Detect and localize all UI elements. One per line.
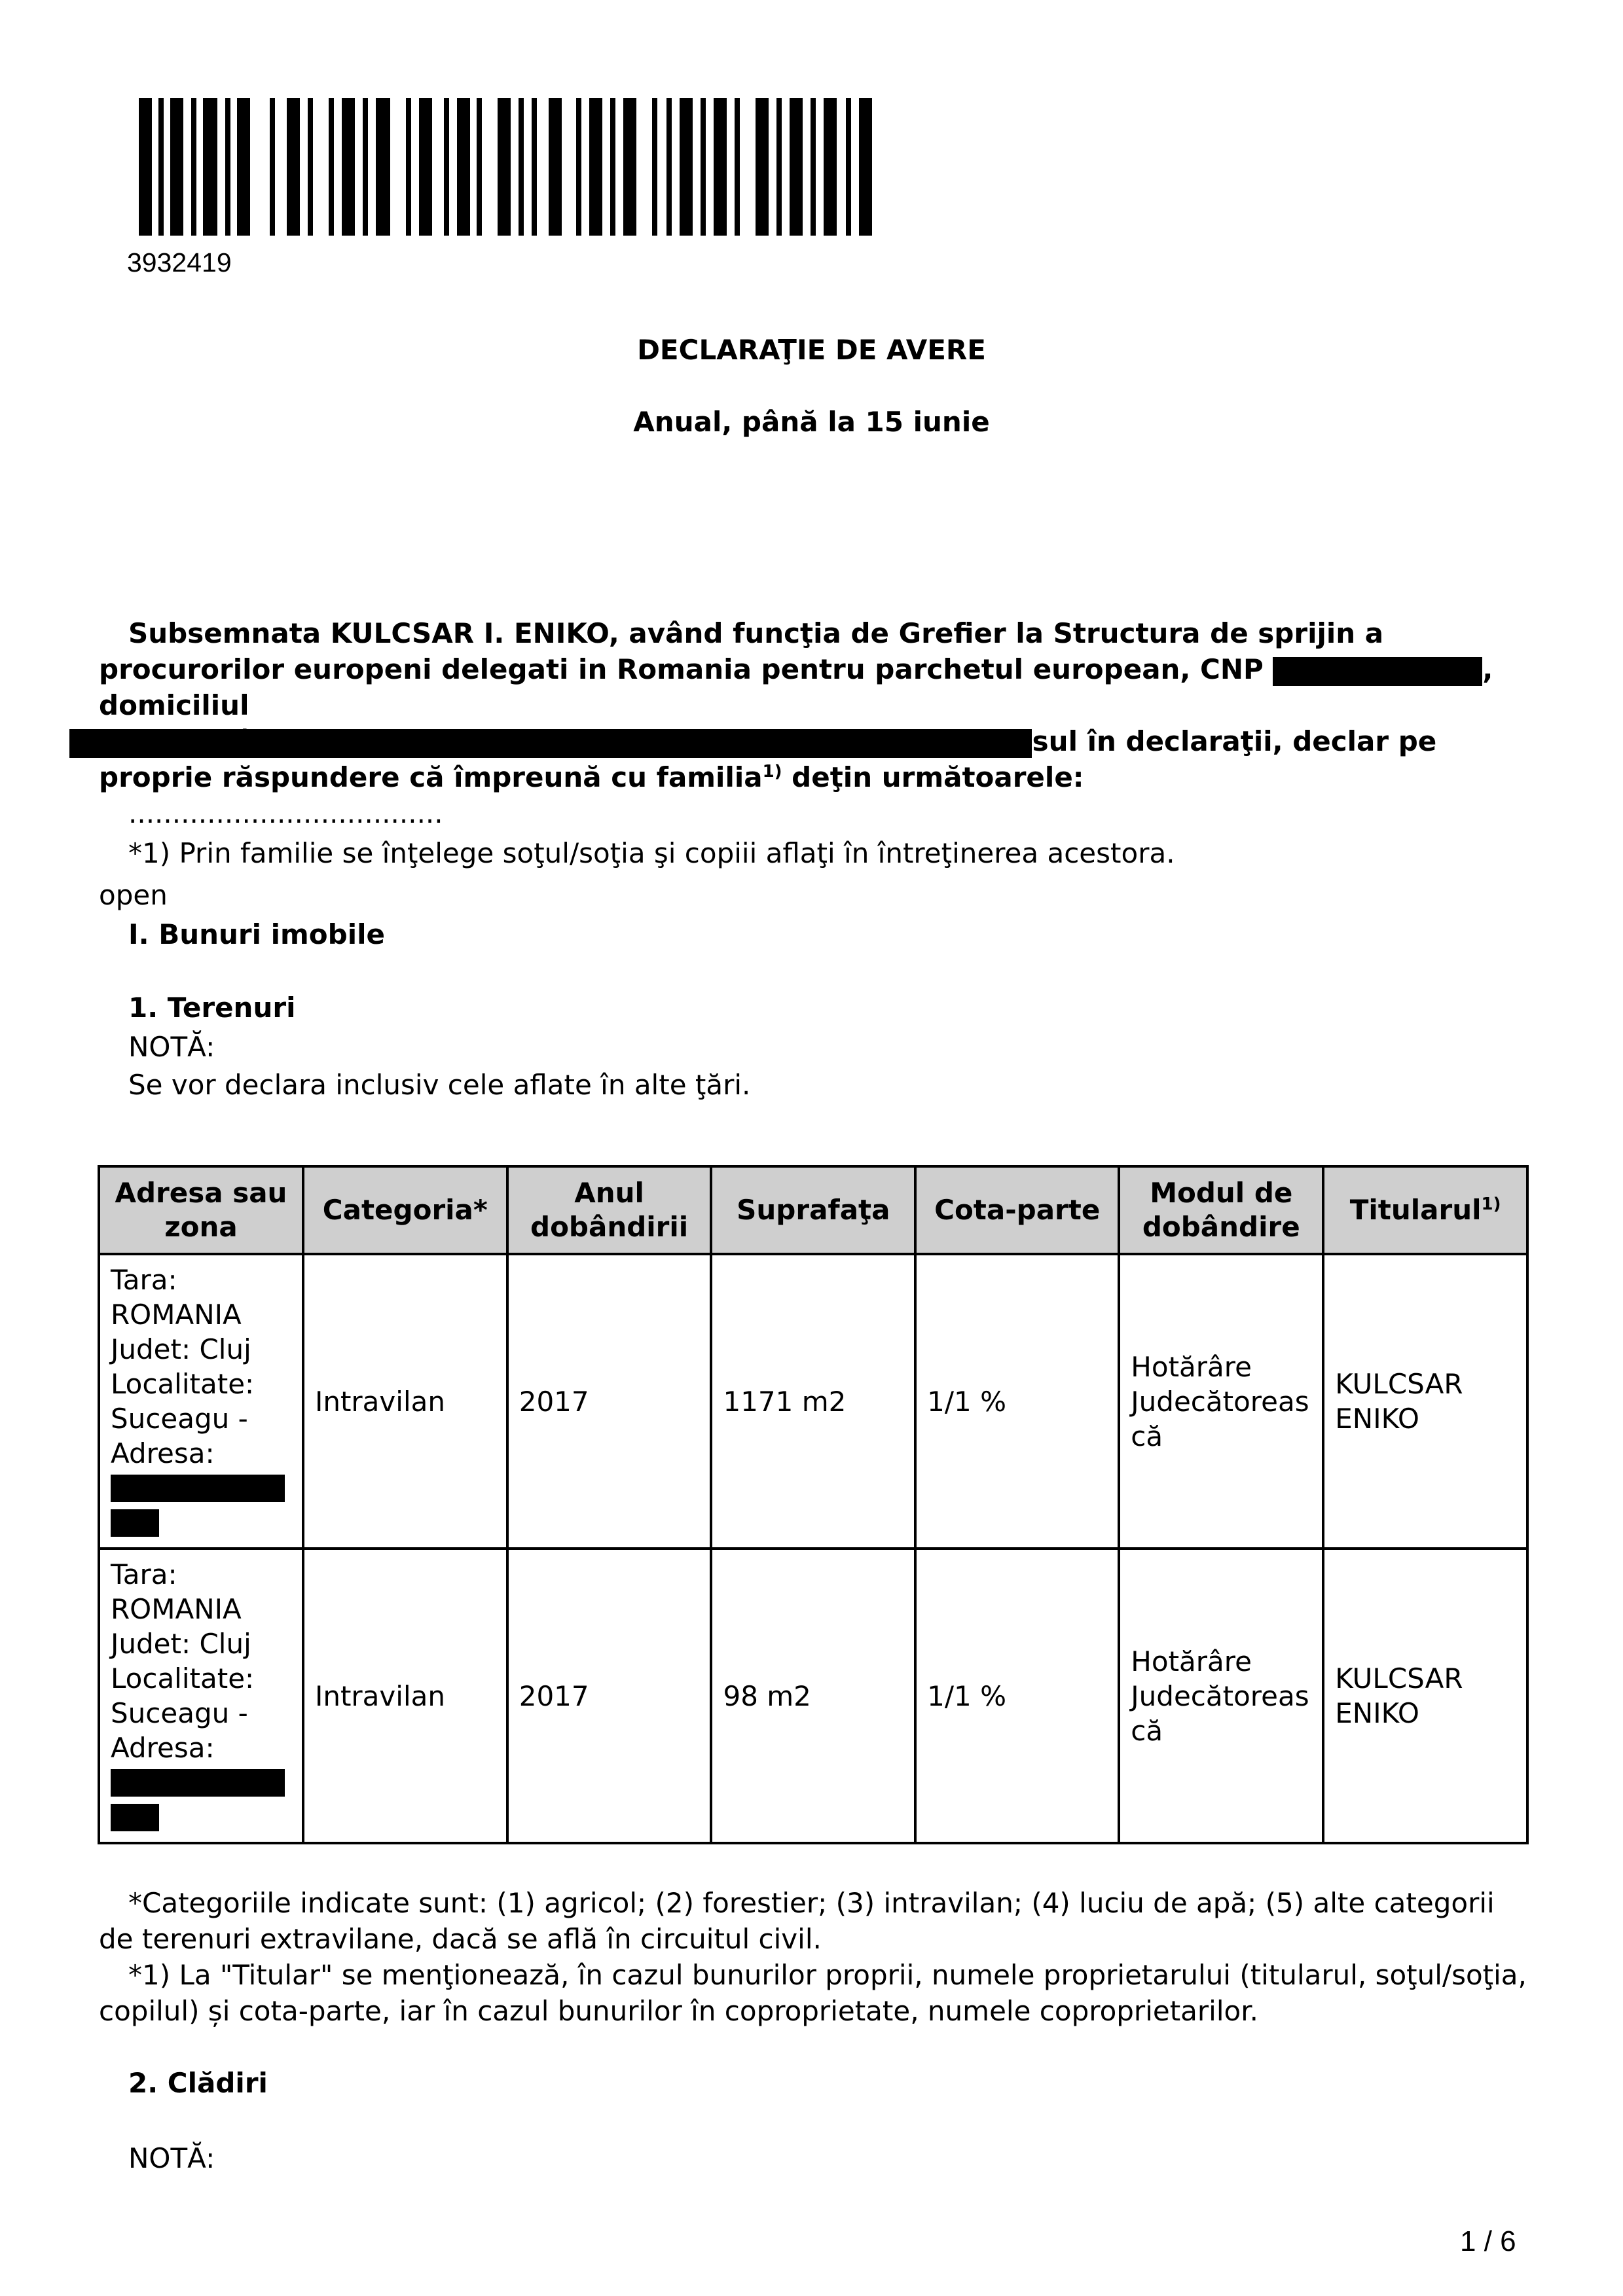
nota-label-2: NOTĂ: (128, 2142, 215, 2174)
header-categoria: Categoria* (303, 1166, 507, 1254)
redacted-street (111, 1769, 285, 1797)
redacted-street (111, 1475, 285, 1502)
nota-text: Se vor declara inclusiv cele aflate în alte ţări. (128, 1069, 751, 1101)
cell-titular: KULCSAR ENIKO (1323, 1549, 1527, 1843)
header-titular (1323, 1166, 1527, 1254)
cell-anul: 2017 (507, 1549, 712, 1843)
barcode-number: 3932419 (127, 247, 232, 278)
subsection-heading-terenuri: 1. Terenuri (128, 992, 296, 1024)
header-suprafata: Suprafaţa (711, 1166, 915, 1254)
table-row (99, 1549, 1527, 1843)
cell-suprafata: 98 m2 (711, 1549, 915, 1843)
adresa-line: Judet: Cluj (111, 1333, 251, 1365)
table-header-row (99, 1166, 1527, 1254)
cell-categoria: Intravilan (303, 1254, 507, 1549)
cell-adresa (99, 1549, 303, 1843)
table-row (99, 1254, 1527, 1549)
document-subtitle: Anual, până la 15 iunie (633, 406, 990, 438)
nota-label: NOTĂ: (128, 1031, 215, 1063)
redacted-number (111, 1804, 159, 1831)
section-heading-imobile: I. Bunuri imobile (128, 918, 386, 950)
dotted-line: .................................... (128, 797, 443, 829)
header-cota: Cota-parte (915, 1166, 1119, 1254)
family-footnote-marker: 1) (762, 762, 782, 781)
intro-declaration-end: deţin următoarele: (782, 761, 1084, 793)
adresa-line: Tara: (111, 1558, 177, 1590)
adresa-line: Localitate: (111, 1368, 255, 1400)
page-number: 1 / 6 (1460, 2225, 1516, 2257)
cell-cota: 1/1 % (915, 1254, 1119, 1549)
adresa-line: ROMANIA (111, 1299, 242, 1331)
cell-modul: Hotărâre Judecătoreas că (1119, 1549, 1323, 1843)
header-titular-sup: 1) (1481, 1194, 1501, 1214)
cell-suprafata: 1171 m2 (711, 1254, 915, 1549)
header-modul: Modul de dobândire (1119, 1166, 1323, 1254)
cell-anul: 2017 (507, 1254, 712, 1549)
redacted-number (111, 1509, 159, 1537)
adresa-line: Suceagu - (111, 1697, 248, 1729)
adresa-line: Localitate: (111, 1662, 255, 1695)
document-title: DECLARAŢIE DE AVERE (637, 334, 986, 366)
categories-footnote: *Categoriile indicate sunt: (1) agricol; (2) forestier; (3) intravilan; (4) luciu de apă; (5) alte categorii de terenuri extravilane, dacă se află în circuitul civil. (99, 1887, 1495, 1955)
header-anul: Anul dobândirii (507, 1166, 712, 1254)
open-label: open (99, 879, 168, 911)
header-adresa: Adresa sau zona (99, 1166, 303, 1254)
family-footnote: *1) Prin familie se înţelege soţul/soţia şi copiii aflaţi în întreţinerea acestora. (128, 837, 1175, 869)
cell-cota: 1/1 % (915, 1549, 1119, 1843)
adresa-line: Adresa: (111, 1732, 215, 1764)
titular-footnote: *1) La "Titular" se menţionează, în cazul bunurilor proprii, numele proprietarului (titularul, soţul/soţia, copilul) și cota-parte, iar în cazul bunurilor în coproprietate, numele coproprietarilor. (99, 1959, 1527, 2027)
barcode-graphic (139, 98, 885, 236)
terenuri-table (98, 1165, 1529, 1844)
cell-adresa (99, 1254, 303, 1549)
intro-declaration: cunoscând prevederile art. 292 din Codul penal privind falsul în declaraţii, declar pe proprie răspundere că împreună cu familia (99, 725, 1437, 793)
adresa-line: ROMANIA (111, 1593, 242, 1625)
cell-titular: KULCSAR ENIKO (1323, 1254, 1527, 1549)
adresa-line: Tara: (111, 1264, 177, 1296)
adresa-line: Adresa: (111, 1437, 215, 1469)
barcode (139, 98, 885, 236)
adresa-line: Suceagu - (111, 1403, 248, 1435)
intro-text: Subsemnata KULCSAR I. ENIKO, având funcţia de Grefier la Structura de sprijin a procurorilor europeni delegati in Romania pentru parchetul european, CNP (99, 617, 1384, 685)
cell-modul: Hotărâre Judecătoreas că (1119, 1254, 1323, 1549)
adresa-line: Judet: Cluj (111, 1628, 251, 1660)
subsection-heading-cladiri: 2. Clădiri (128, 2067, 268, 2099)
header-titular-label: Titularul (1349, 1194, 1482, 1226)
intro-domiciliu: , domiciliul (99, 653, 1493, 721)
intro-paragraph-2 (99, 723, 1533, 795)
redacted-cnp (1273, 657, 1482, 686)
cell-categoria: Intravilan (303, 1549, 507, 1843)
